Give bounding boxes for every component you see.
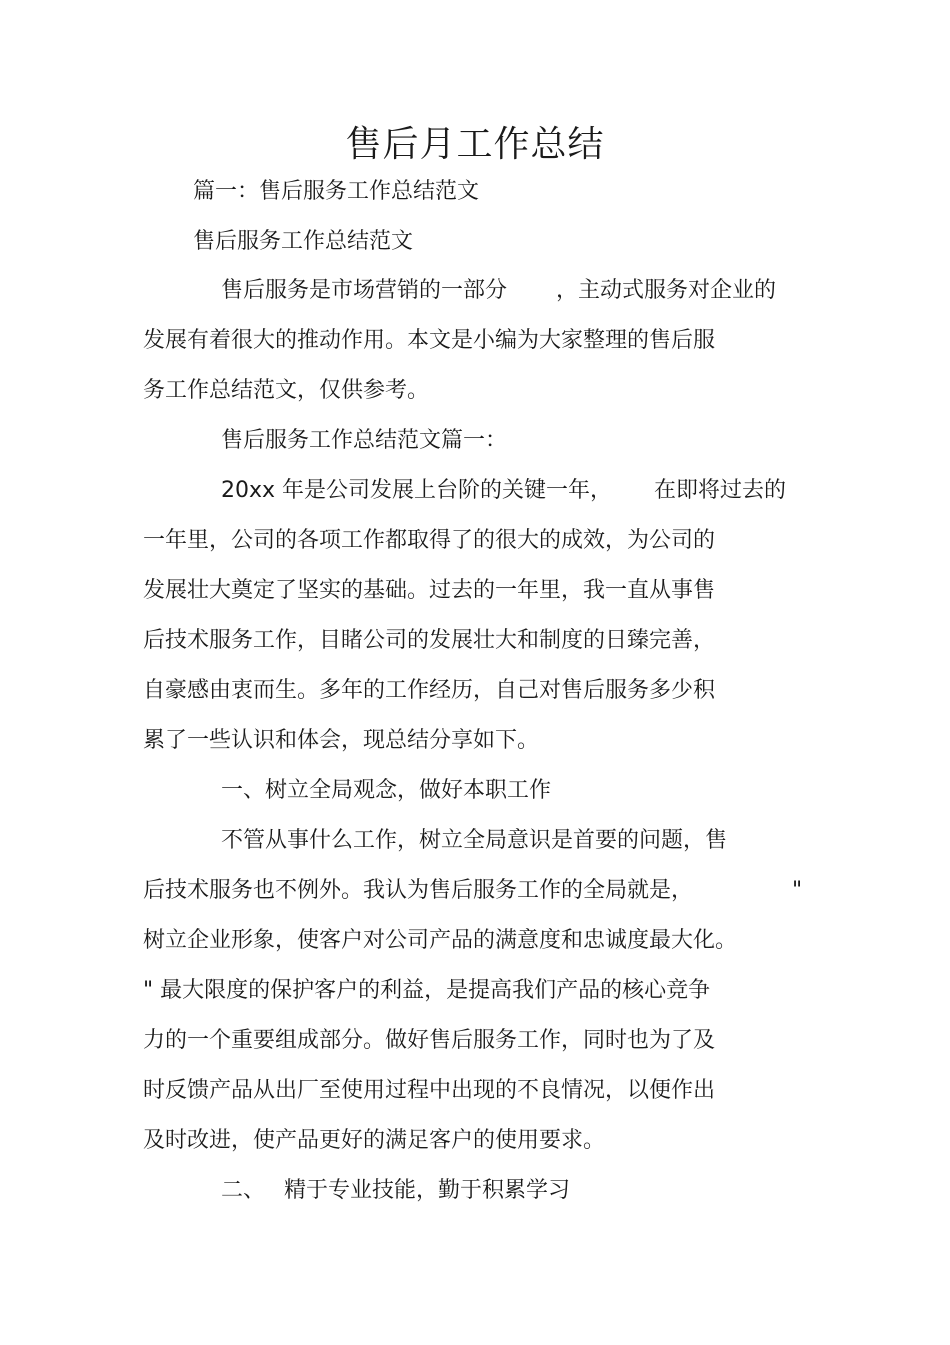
para1-line-3: 发展壮大奠定了坚实的基础。过去的一年里，我一直从事售 <box>143 578 716 603</box>
para1-line-4: 后技术服务工作，目睹公司的发展壮大和制度的日臻完善， <box>143 628 716 653</box>
section-heading: 售后服务工作总结范文篇一： <box>221 428 508 453</box>
para1-line-5: 自豪感由衷而生。多年的工作经历，自己对售后服务多少积 <box>143 678 716 703</box>
para1-line-1b: 在即将过去的 <box>654 478 787 503</box>
para1-line-6: 累了一些认识和体会，现总结分享如下。 <box>143 728 540 753</box>
intro-line-1a: 售后服务是市场营销的一部分 <box>221 278 508 303</box>
heading-1: 一、树立全局观念，做好本职工作 <box>221 778 552 803</box>
para2-line-4: " 最大限度的保护客户的利益，是提高我们产品的核心竞争 <box>143 978 711 1003</box>
subtitle-1: 篇一：售后服务工作总结范文 <box>193 179 480 204</box>
para2-line-6: 时反馈产品从出厂至使用过程中出现的不良情况，以便作出 <box>143 1078 716 1103</box>
subtitle-2: 售后服务工作总结范文 <box>193 229 414 254</box>
intro-line-1b: ，主动式服务对企业的 <box>556 278 777 303</box>
para1-line-1a: 20xx 年是公司发展上台阶的关键一年， <box>221 478 613 503</box>
para2-line-2a: 后技术服务也不例外。我认为售后服务工作的全局就是， <box>143 878 694 903</box>
intro-line-2: 发展有着很大的推动作用。本文是小编为大家整理的售后服 <box>143 328 716 353</box>
para1-line-2: 一年里，公司的各项工作都取得了的很大的成效，为公司的 <box>143 528 716 553</box>
document-title: 售后月工作总结 <box>345 124 605 165</box>
heading-2-number: 二、 <box>221 1178 266 1203</box>
intro-line-3: 务工作总结范文，仅供参考。 <box>143 378 430 403</box>
para2-line-3: 树立企业形象，使客户对公司产品的满意度和忠诚度最大化。 <box>143 928 738 953</box>
para2-line-7: 及时改进，使产品更好的满足客户的使用要求。 <box>143 1128 606 1153</box>
heading-2-text: 精于专业技能，勤于积累学习 <box>284 1178 571 1203</box>
para2-line-1: 不管从事什么工作，树立全局意识是首要的问题，售 <box>221 828 728 853</box>
para2-line-2b: " <box>792 878 803 903</box>
para2-line-5: 力的一个重要组成部分。做好售后服务工作，同时也为了及 <box>143 1028 716 1053</box>
